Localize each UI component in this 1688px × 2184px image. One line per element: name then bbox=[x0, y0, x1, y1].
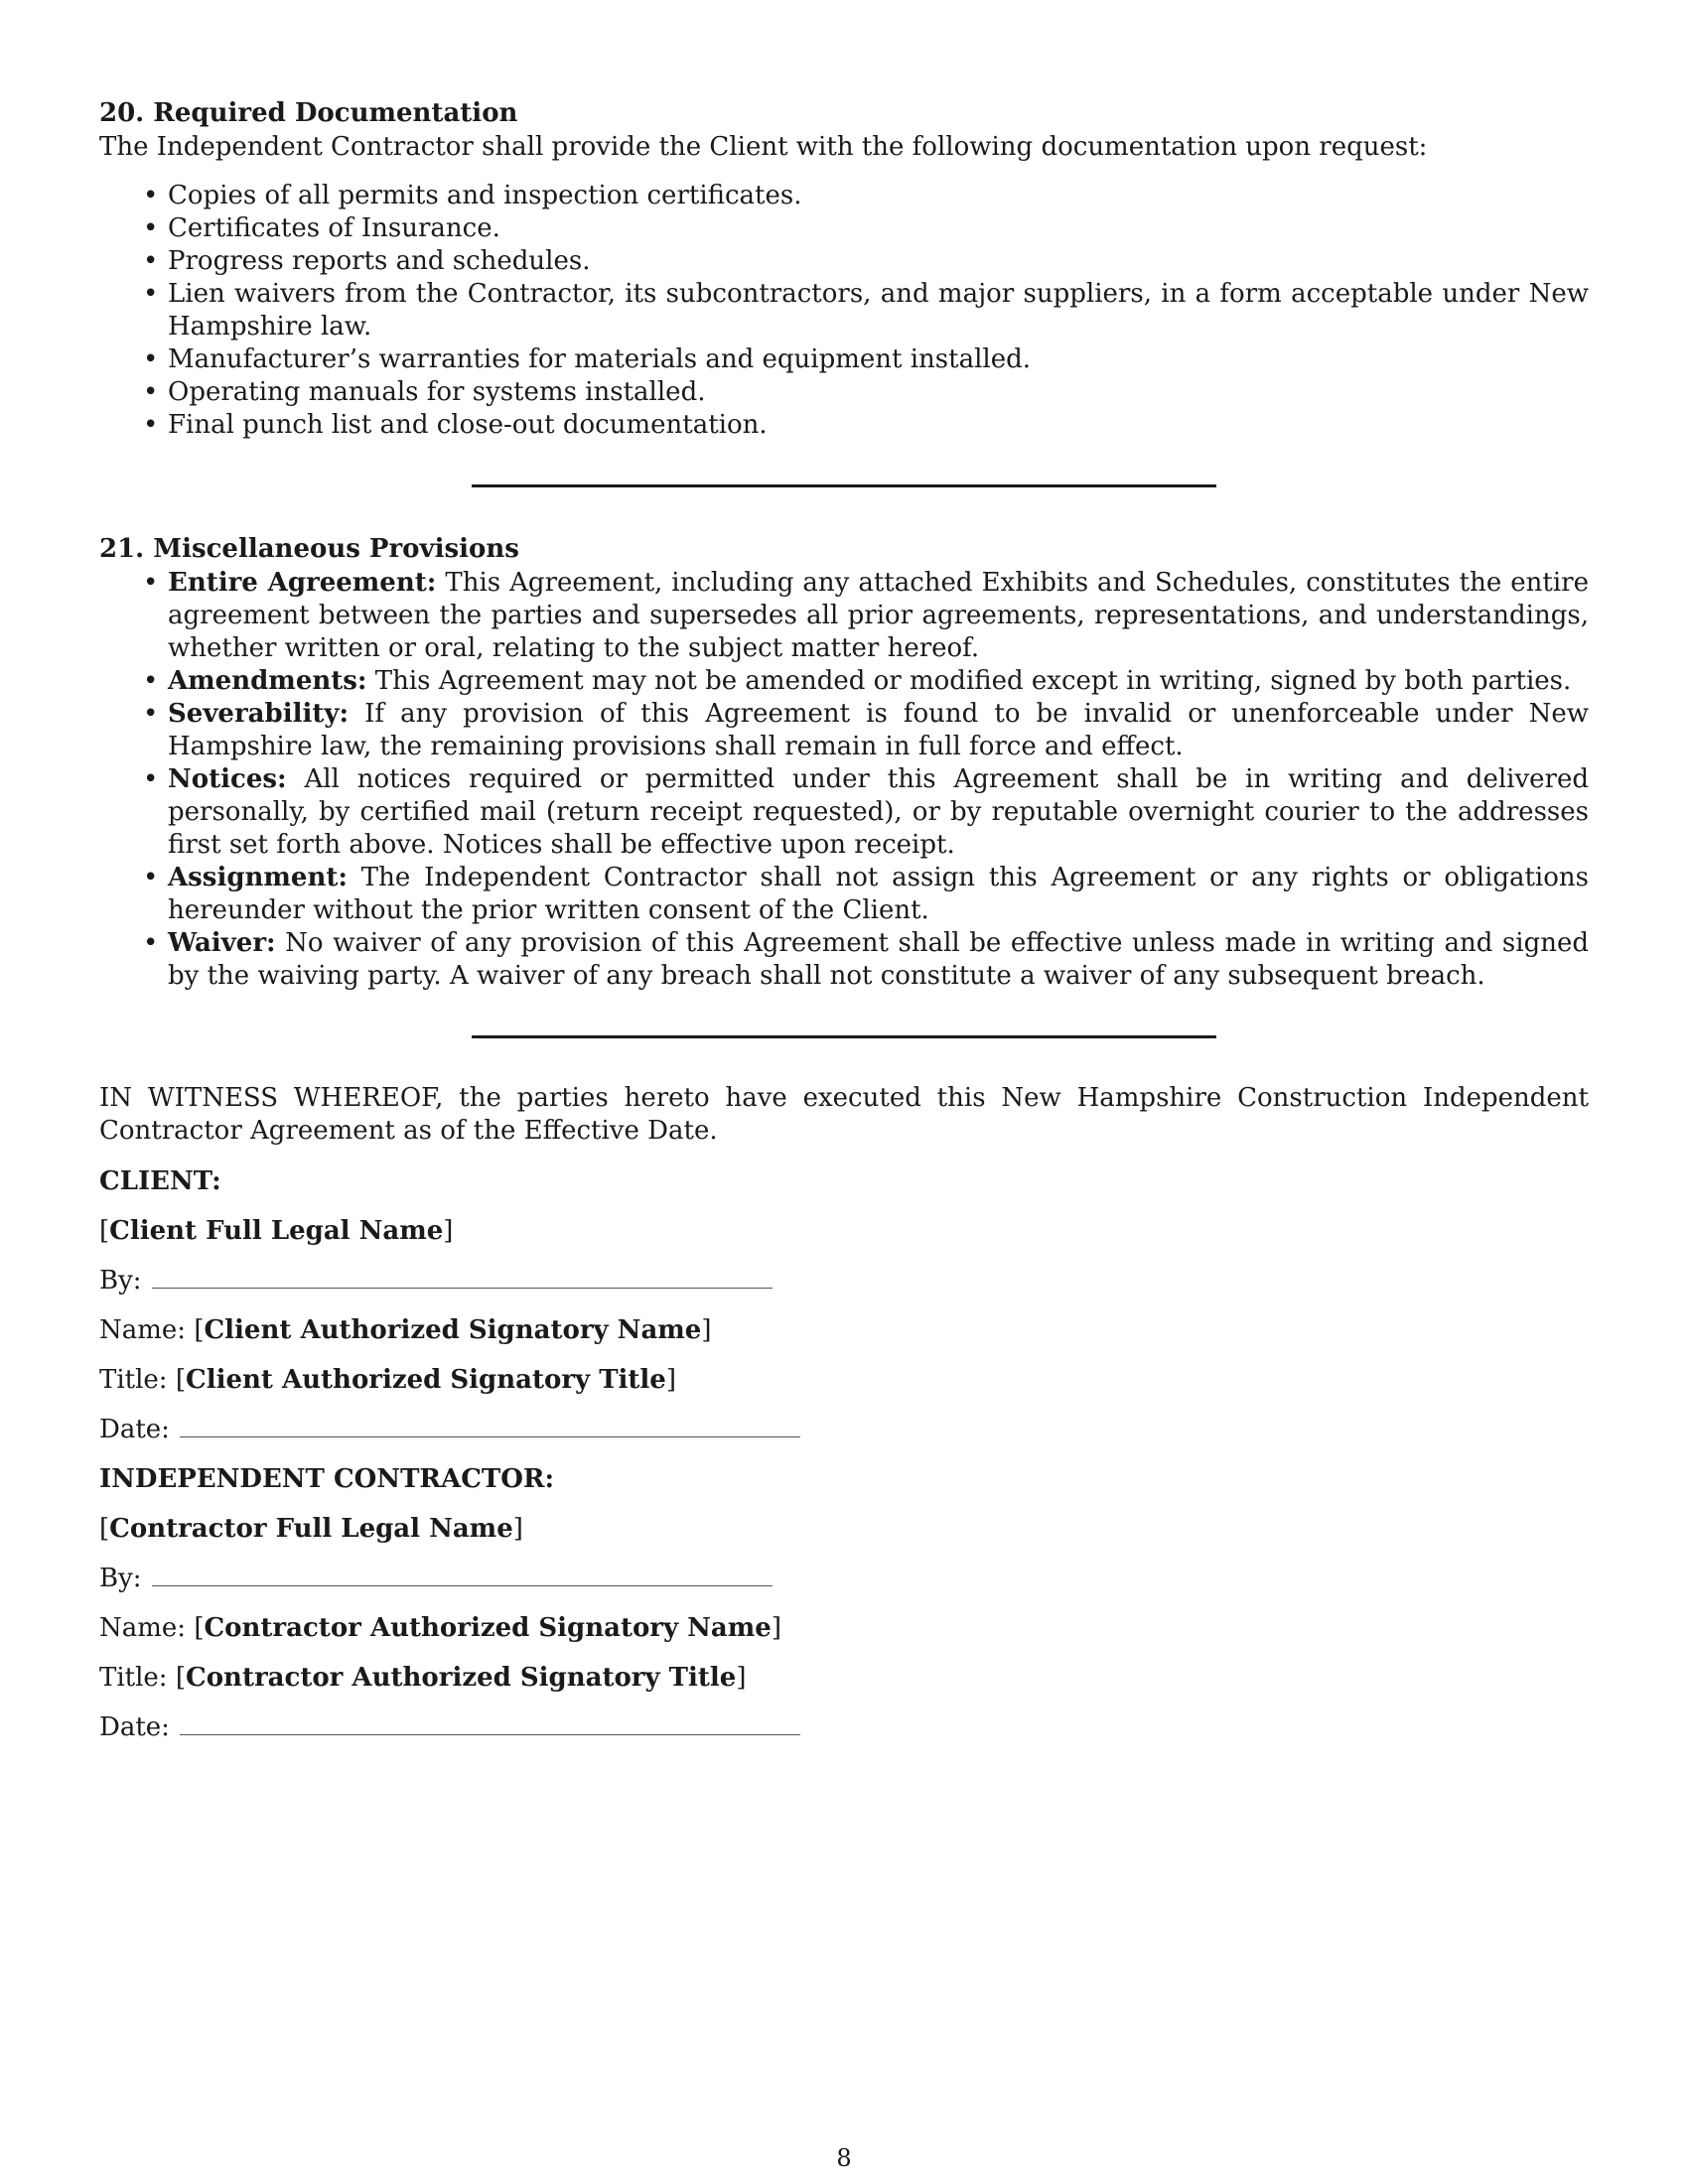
contractor-title-row: Title: [Contractor Authorized Signatory Title] bbox=[99, 1663, 747, 1693]
bullet-icon: • bbox=[143, 764, 159, 794]
bullet-icon: • bbox=[143, 246, 159, 276]
list-item bbox=[99, 862, 1589, 927]
section-divider bbox=[99, 442, 1589, 531]
contractor-date-line[interactable] bbox=[180, 1714, 800, 1735]
bullet-icon: • bbox=[143, 213, 159, 243]
client-date-line[interactable] bbox=[180, 1417, 800, 1437]
list-item bbox=[99, 698, 1589, 763]
section-20-heading: 20. Required Documentation bbox=[99, 98, 518, 128]
section-divider bbox=[99, 993, 1589, 1082]
provision-text: This Agreement may not be amended or modified except in writing, signed by both parties. bbox=[374, 666, 1572, 696]
list-item bbox=[99, 665, 1589, 698]
provision-term: Waiver: bbox=[168, 928, 276, 958]
provision-term: Notices: bbox=[168, 764, 287, 794]
bullet-icon: • bbox=[143, 568, 159, 598]
client-title-row: Title: [Client Authorized Signatory Title] bbox=[99, 1365, 676, 1395]
bullet-icon: • bbox=[143, 928, 159, 958]
provision-term: Severability: bbox=[168, 699, 350, 729]
list-item: • Lien waivers from the Contractor, its subcontractors, and major suppliers, in a form acceptable under New Hampshire law. bbox=[143, 279, 1589, 341]
provision-term: Entire Agreement: bbox=[168, 568, 437, 598]
list-item: • Copies of all permits and inspection certificates. bbox=[143, 181, 802, 210]
provision-text: No waiver of any provision of this Agreement shall be effective unless made in writing and signed by the waiving party. A waiver of any breach shall not constitute a waiver of any subsequent breach. bbox=[168, 928, 1589, 991]
bullet-icon: • bbox=[143, 181, 159, 210]
provision-text: If any provision of this Agreement is found to be invalid or unenforceable under New Hampshire law, the remaining provisions shall remain in full force and effect. bbox=[168, 699, 1590, 761]
page-number: 8 bbox=[836, 2144, 852, 2172]
client-heading: CLIENT: bbox=[99, 1166, 221, 1196]
contractor-signature-row: By: bbox=[99, 1563, 1589, 1595]
documentation-list bbox=[99, 180, 1589, 442]
list-item bbox=[99, 567, 1589, 665]
list-item: • Operating manuals for systems installed. bbox=[143, 377, 706, 407]
bullet-icon: • bbox=[143, 699, 159, 729]
client-date-row: Date: bbox=[99, 1414, 1589, 1446]
contractor-date-row: Date: bbox=[99, 1711, 1589, 1744]
provision-text: The Independent Contractor shall not assign this Agreement or any rights or obligations hereunder without the prior written consent of the Client. bbox=[168, 863, 1589, 925]
provision-term: Assignment: bbox=[168, 863, 348, 892]
contractor-name-row: Name: [Contractor Authorized Signatory Name] bbox=[99, 1613, 781, 1643]
bullet-icon: • bbox=[143, 863, 159, 892]
bullet-icon: • bbox=[143, 666, 159, 696]
client-legal-name: [Client Full Legal Name] bbox=[99, 1216, 454, 1246]
provisions-list bbox=[99, 567, 1589, 993]
client-name-row: Name: [Client Authorized Signatory Name] bbox=[99, 1315, 712, 1345]
document-page bbox=[99, 95, 1589, 1761]
list-item: • Progress reports and schedules. bbox=[143, 246, 591, 276]
client-signature-row: By: bbox=[99, 1265, 1589, 1297]
bullet-icon: • bbox=[143, 344, 159, 374]
bullet-icon: • bbox=[143, 410, 159, 440]
provision-text: This Agreement, including any attached Exhibits and Schedules, constitutes the entire agreement between the parties and supersedes all prior agreements, representations, and understandings, whether written or oral, relating to the subject matter hereof. bbox=[168, 568, 1589, 663]
list-item: • Certificates of Insurance. bbox=[143, 213, 500, 243]
bullet-icon: • bbox=[143, 279, 159, 309]
client-signature-line[interactable] bbox=[152, 1268, 773, 1289]
witness-clause: IN WITNESS WHEREOF, the parties hereto have executed this New Hampshire Construction Independent Contractor Agreement as of the Effective Date. bbox=[99, 1083, 1589, 1146]
provision-term: Amendments: bbox=[168, 666, 367, 696]
provision-text: All notices required or permitted under this Agreement shall be in writing and delivered personally, by certified mail (return receipt requested), or by reputable overnight courier to the addresses first set forth above. Notices shall be effective upon receipt. bbox=[168, 764, 1590, 860]
list-item bbox=[99, 763, 1589, 862]
section-21-heading: 21. Miscellaneous Provisions bbox=[99, 534, 519, 564]
contractor-legal-name: [Contractor Full Legal Name] bbox=[99, 1514, 523, 1544]
list-item bbox=[99, 927, 1589, 993]
list-item: • Manufacturer’s warranties for materials and equipment installed. bbox=[143, 344, 1032, 374]
section-20-intro: The Independent Contractor shall provide the Client with the following documentation upon request: bbox=[99, 132, 1428, 162]
list-item: • Final punch list and close-out documentation. bbox=[143, 410, 768, 440]
contractor-signature-line[interactable] bbox=[152, 1566, 773, 1586]
contractor-heading: INDEPENDENT CONTRACTOR: bbox=[99, 1464, 555, 1494]
bullet-icon: • bbox=[143, 377, 159, 407]
